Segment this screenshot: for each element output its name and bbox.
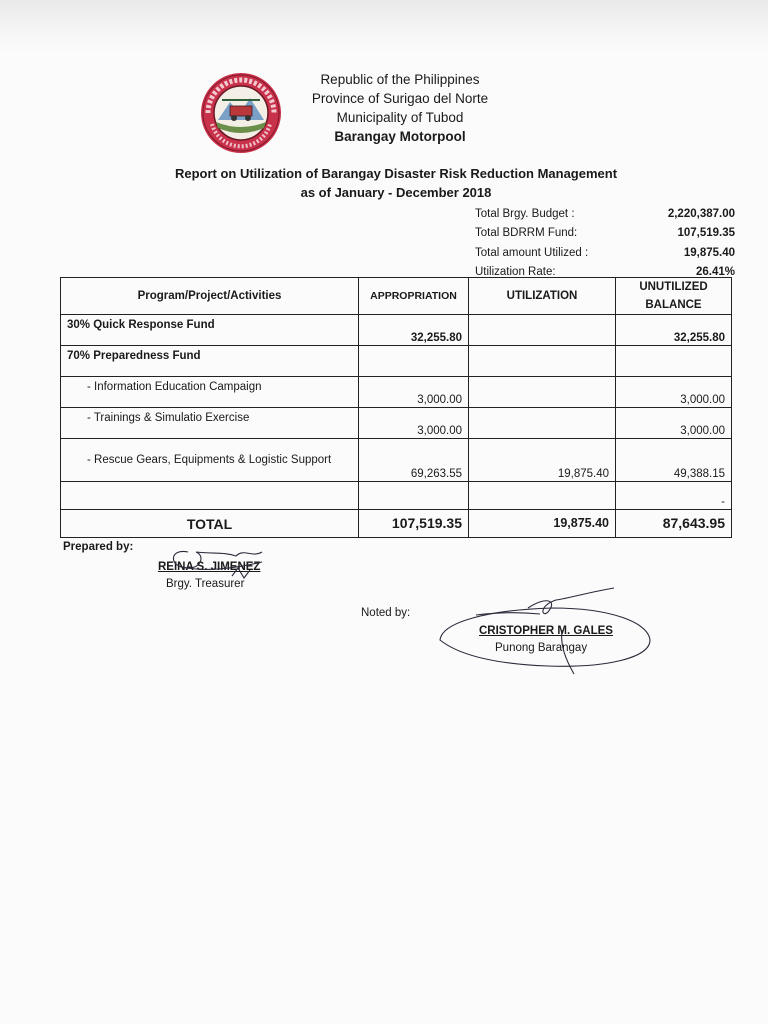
cell-balance: 49,388.15: [616, 439, 732, 482]
cell-program: [61, 482, 359, 510]
header-unutilized-balance: [616, 278, 732, 315]
header-municipality: Municipality of Tubod: [336, 110, 464, 125]
report-title-line2: as of January - December 2018: [300, 185, 492, 200]
summary-value: 2,220,387.00: [667, 207, 735, 220]
summary-label: Total Brgy. Budget :: [475, 207, 575, 220]
cell-balance: 3,000.00: [616, 408, 732, 439]
cell-utilization: [469, 346, 616, 377]
header-province: Province of Surigao del Norte: [311, 91, 489, 106]
noted-by-position: Punong Barangay: [495, 642, 588, 654]
cell-program: 70% Preparedness Fund: [61, 346, 359, 377]
cell-appropriation: [359, 482, 469, 510]
noted-by-label: Noted by:: [361, 607, 411, 619]
summary-row-bdrrm-fund: [475, 224, 735, 244]
barangay-seal-icon: [200, 72, 282, 154]
cell-balance: 3,000.00: [616, 377, 732, 408]
document-header: [290, 70, 510, 146]
cell-balance: 32,255.80: [616, 315, 732, 346]
cell-appropriation: [359, 346, 469, 377]
header-appropriation: APPROPRIATION: [359, 278, 469, 315]
cell-appropriation: 3,000.00: [359, 408, 469, 439]
header-barangay: Barangay Motorpool: [334, 129, 466, 144]
summary-value: 107,519.35: [677, 227, 735, 240]
cell-program: - Information Education Campaign: [61, 377, 359, 408]
cell-program: - Trainings & Simulatio Exercise: [61, 408, 359, 439]
table-header-row: [61, 278, 732, 315]
prepared-by-name: REINA S. JIMENEZ: [158, 561, 261, 573]
summary-row-budget: [475, 204, 735, 224]
header-utilization: UTILIZATION: [469, 278, 616, 315]
header-program: Program/Project/Activities: [61, 278, 359, 315]
scan-shadow: [0, 0, 768, 52]
summary-row-utilized: [475, 243, 735, 263]
summary-value: 26.41%: [695, 266, 735, 279]
cell-utilization: [469, 482, 616, 510]
budget-summary: [475, 204, 735, 282]
cell-utilization: [469, 408, 616, 439]
table-row: [61, 439, 732, 482]
total-utilization: 19,875.40: [469, 510, 616, 538]
header-republic: Republic of the Philippines: [320, 72, 480, 87]
summary-label: Total amount Utilized :: [475, 246, 589, 259]
cell-utilization: [469, 315, 616, 346]
report-title: [100, 164, 692, 202]
cell-utilization: 19,875.40: [469, 439, 616, 482]
prepared-by-label: Prepared by:: [63, 541, 134, 553]
total-balance: 87,643.95: [616, 510, 732, 538]
table-row: [61, 482, 732, 510]
prepared-by-position: Brgy. Treasurer: [166, 578, 245, 590]
header-balance-line2: BALANCE: [645, 299, 702, 311]
summary-label: Total BDRRM Fund:: [475, 227, 578, 240]
header-balance-line1: UNUTILIZED: [639, 281, 708, 293]
cell-balance: [616, 346, 732, 377]
cell-appropriation: 69,263.55: [359, 439, 469, 482]
table-row: [61, 346, 732, 377]
total-label: TOTAL: [61, 510, 359, 538]
cell-utilization: [469, 377, 616, 408]
utilization-table: [60, 277, 732, 538]
table-row: [61, 315, 732, 346]
total-appropriation: 107,519.35: [359, 510, 469, 538]
cell-balance: -: [616, 482, 732, 510]
cell-appropriation: 32,255.80: [359, 315, 469, 346]
cell-program: - Rescue Gears, Equipments & Logistic Support: [61, 439, 359, 482]
cell-appropriation: 3,000.00: [359, 377, 469, 408]
summary-value: 19,875.40: [683, 246, 735, 259]
cell-program: 30% Quick Response Fund: [61, 315, 359, 346]
noted-by-name: CRISTOPHER M. GALES: [479, 625, 613, 637]
report-title-line1: Report on Utilization of Barangay Disaster Risk Reduction Management: [174, 166, 618, 181]
table-total-row: [61, 510, 732, 538]
table-row: [61, 408, 732, 439]
table-row: [61, 377, 732, 408]
summary-label: Utilization Rate:: [475, 266, 556, 279]
